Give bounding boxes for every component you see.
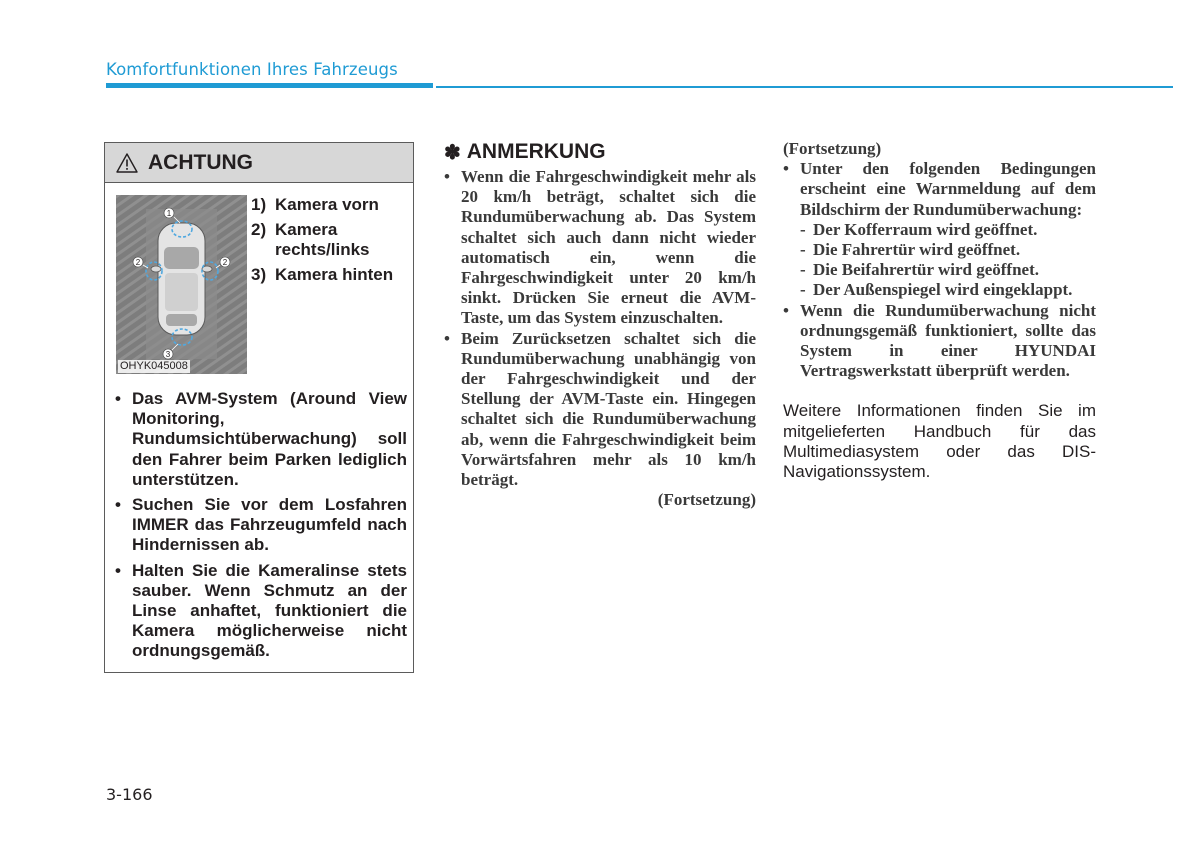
warning-triangle-icon	[116, 153, 138, 173]
continued-label: (Fortsetzung)	[783, 139, 882, 158]
figure-code: OHYK045008	[120, 360, 188, 372]
list-item: • Wenn die Fahrgeschwindigkeit mehr als 20 km/h beträgt, schaltet sich die Rundumüberwachung ab. Das System schaltet sich auch dann nicht wieder automatisch ein, wenn die Fahrgeschwindigkeit unter 20 km/h sinkt. Drücken Sie erneut die AVM-Taste, um das System einzuschalten.	[444, 167, 756, 328]
callout-front-camera	[164, 208, 174, 218]
svg-text:2: 2	[135, 258, 141, 267]
callout-left-camera	[133, 257, 143, 267]
caution-title: ACHTUNG	[148, 150, 253, 174]
note-list	[444, 167, 756, 490]
caution-list	[115, 389, 407, 667]
warning-conditions	[800, 220, 1096, 301]
info-paragraph: Weitere Informationen finden Sie im mitgelieferten Handbuch für das Multimediasystem oder das DIS-Navigationssystem.	[783, 401, 1096, 482]
list-item: • Unter den folgenden Bedingungen erscheint eine Warnmeldung auf dem Bildschirm der Rundumüberwachung: - Der Kofferraum wird geöffnet. - Die Fahrertür wird geöffnet. - Die Beifahrertür wird geöffnet. - Der Außenspiegel wird eingeklappt.	[783, 159, 1096, 300]
condition-item: - Die Beifahrertür wird geöffnet.	[800, 260, 1039, 280]
legend-item: 1) Kamera vorn	[251, 195, 379, 214]
section-title: Komfortfunktionen Ihres Fahrzeugs	[106, 60, 398, 79]
caution-box	[104, 142, 414, 673]
car-top-view-illustration	[116, 195, 247, 374]
svg-text:3: 3	[165, 350, 171, 359]
continued-column	[783, 139, 1096, 482]
svg-text:1: 1	[166, 209, 172, 218]
page-number: 3-166	[106, 785, 153, 804]
callout-right-camera	[220, 257, 230, 267]
condition-item: - Die Fahrertür wird geöffnet.	[800, 240, 1021, 260]
condition-item: - Der Außenspiegel wird eingeklappt.	[800, 280, 1073, 300]
header-rule	[436, 86, 1173, 88]
note-section	[444, 137, 756, 510]
note-star-icon: ✽	[444, 141, 461, 164]
legend-item: 3) Kamera hinten	[251, 265, 394, 284]
note-title: ✽ ANMERKUNG	[444, 140, 606, 164]
legend-item: 2) Kamera rechts/links	[251, 220, 370, 259]
list-item: • Wenn die Rundumüberwachung nicht ordnungsgemäß funktioniert, sollte das System in einer HYUNDAI Vertragswerkstatt überprüft werden.	[783, 300, 1096, 381]
note-list-continued	[783, 159, 1096, 381]
caution-header	[105, 143, 413, 183]
list-item: • Das AVM-System (Around View Monitoring, Rundumsichtüberwachung) soll den Fahrer beim Parken lediglich unterstützen.	[115, 389, 407, 489]
header-rule-accent	[106, 83, 433, 88]
callout-rear-camera	[163, 349, 173, 359]
list-item: • Halten Sie die Kameralinse stets sauber. Wenn Schmutz an der Linse anhaftet, funktioniert die Kamera möglicherweise nicht ordnungsgemäß.	[115, 560, 407, 661]
camera-legend	[251, 195, 411, 290]
list-item: • Suchen Sie vor dem Losfahren IMMER das Fahrzeugumfeld nach Hindernissen ab.	[115, 495, 407, 555]
camera-position-figure	[116, 195, 247, 374]
list-item: • Beim Zurücksetzen schaltet sich die Rundumüberwachung unabhängig von der Fahrgeschwindigkeit und der Stellung der AVM-Taste ein. Hingegen schaltet sich die Rundumüberwachung ab, wenn die Fahrgeschwindigkeit beim Vorwärtsfahren mehr als 10 km/h beträgt.	[444, 328, 756, 490]
svg-text:2: 2	[222, 258, 228, 267]
condition-item: - Der Kofferraum wird geöffnet.	[800, 219, 1038, 239]
continued-label: (Fortsetzung)	[657, 490, 756, 510]
